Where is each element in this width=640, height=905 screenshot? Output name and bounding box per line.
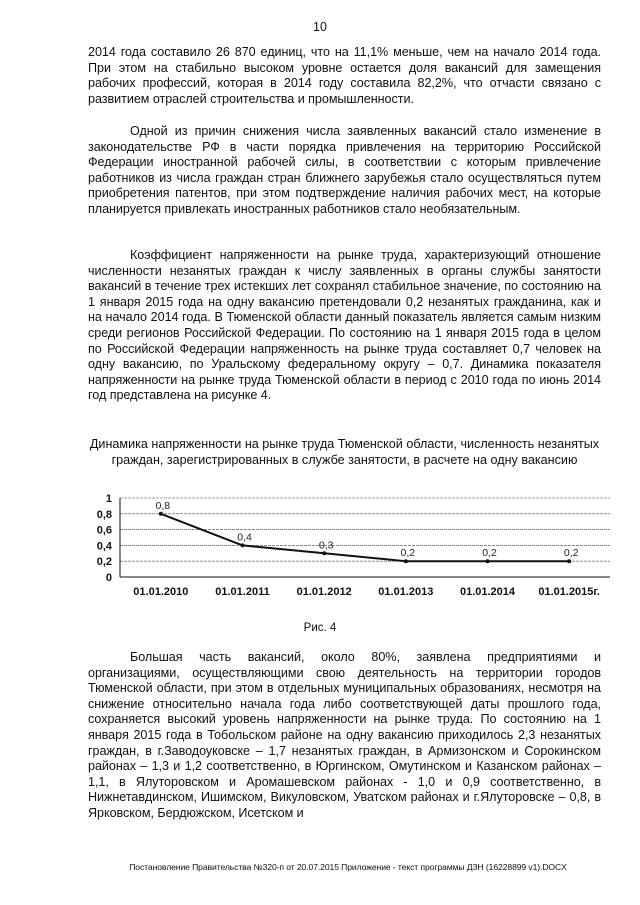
data-label: 0,4: [237, 531, 252, 544]
x-tick-label: 01.01.2014: [459, 586, 516, 598]
series-line: [161, 514, 569, 561]
chart-title: Динамика напряженности на рынке труда Тюменской области, численность незанятых граждан, зарегистрированных в службе занятости, в расчете на одну вакансию: [89, 437, 600, 467]
data-point: [322, 551, 326, 555]
paragraph-4: Большая часть вакансий, около 80%, заявлена предприятиями и организациями, осуществляющими свою деятельность на территории городов Тюменской области, при этом в отдельных муниципальных образованиях, несмотря на снижение относительно начала года либо соответствующей даты прошлого года, сохраняется высокий уровень напряженности на рынке труда. По состоянию на 1 января 2015 года в Тобольском районе на одну вакансию приходилось 2,3 незанятых граждан, в г.Заводоуковске – 1,7 незанятых граждан, в Армизонском и Сорокинском районах – 1,3 и 1,2 соответственно, в Юргинском, Омутинском и Казанском районах – 1,1, в Ялуторовском и Аромашевском районах - 1,0 и 0,9 соответственно, в Нижнетавдинском, Ишимском, Викуловском, Уватском районах и г.Ялуторовске – 0,8, в Ярковском, Бердюжском, Исетском и: [88, 650, 601, 820]
data-point: [241, 543, 245, 547]
y-tick-label: 0,2: [96, 556, 112, 569]
footer-note: Постановление Правительства №320-п от 20.07.2015 Приложение - текст программы ДЗН (16228899 v1).DOCX: [129, 862, 567, 872]
paragraph-1: 2014 года составило 26 870 единиц, что на 11,1% меньше, чем на начало 2014 года. При этом на стабильно высоком уровне остается доля вакансий для замещения рабочих профессий, которая в 2014 году составила 82,2%, что отчасти связано с развитием отраслей строительства и промышленности.: [88, 45, 601, 106]
data-point: [159, 512, 163, 516]
figure-caption: Рис. 4: [303, 622, 337, 634]
y-tick-label: 0: [105, 572, 112, 584]
page-number: 10: [313, 20, 327, 34]
tension-line-chart: [80, 490, 620, 610]
y-tick-label: 0,6: [96, 524, 112, 537]
paragraph-3: Коэффициент напряженности на рынке труда, характеризующий отношение численности незанятых граждан к числу заявленных в органы службы занятости вакансий в течение трех истекших лет сохранял стабильное значение, по состоянию на 1 января 2015 года на одну вакансию претендовали 0,2 незанятых гражданина, как и на начало 2014 года. В Тюменской области данный показатель является самым низким среди регионов Российской Федерации. По состоянию на 1 января 2015 года в целом по Российской Федерации напряженность на рынке труда составляет 0,7 человек на одну вакансию, по Уральскому федеральному округу – 0,7. Динамика показателя напряженности на рынке труда Тюменской области в период с 2010 года по июнь 2014 год представлена на рисунке 4.: [88, 248, 601, 403]
data-label: 0,2: [482, 547, 497, 560]
y-tick-label: 1: [105, 493, 112, 505]
paragraph-2: Одной из причин снижения числа заявленных вакансий стало изменение в законодательстве РФ в части порядка привлечения на территорию Российской Федерации иностранной рабочей силы, в соответствии с которым привлечение работников из числа граждан стран ближнего зарубежья стало осуществляться путем приобретения патентов, при этом подтверждение наличия рабочих мест, на которые планируется привлекать иностранных работников стало необязательным.: [88, 124, 601, 216]
x-tick-label: 01.01.2015г.: [538, 586, 600, 598]
data-label: 0,2: [400, 547, 416, 560]
data-point: [486, 559, 490, 563]
data-label: 0,8: [155, 499, 171, 512]
x-tick-label: 01.01.2010: [133, 586, 189, 598]
data-point: [567, 559, 571, 563]
data-point: [404, 559, 408, 563]
data-label: 0,3: [318, 539, 334, 552]
y-tick-label: 0,4: [96, 540, 112, 553]
x-tick-label: 01.01.2011: [215, 586, 270, 598]
data-label: 0,2: [563, 547, 579, 560]
x-tick-label: 01.01.2013: [378, 586, 434, 598]
y-tick-label: 0,8: [96, 508, 112, 521]
x-tick-label: 01.01.2012: [296, 586, 352, 598]
